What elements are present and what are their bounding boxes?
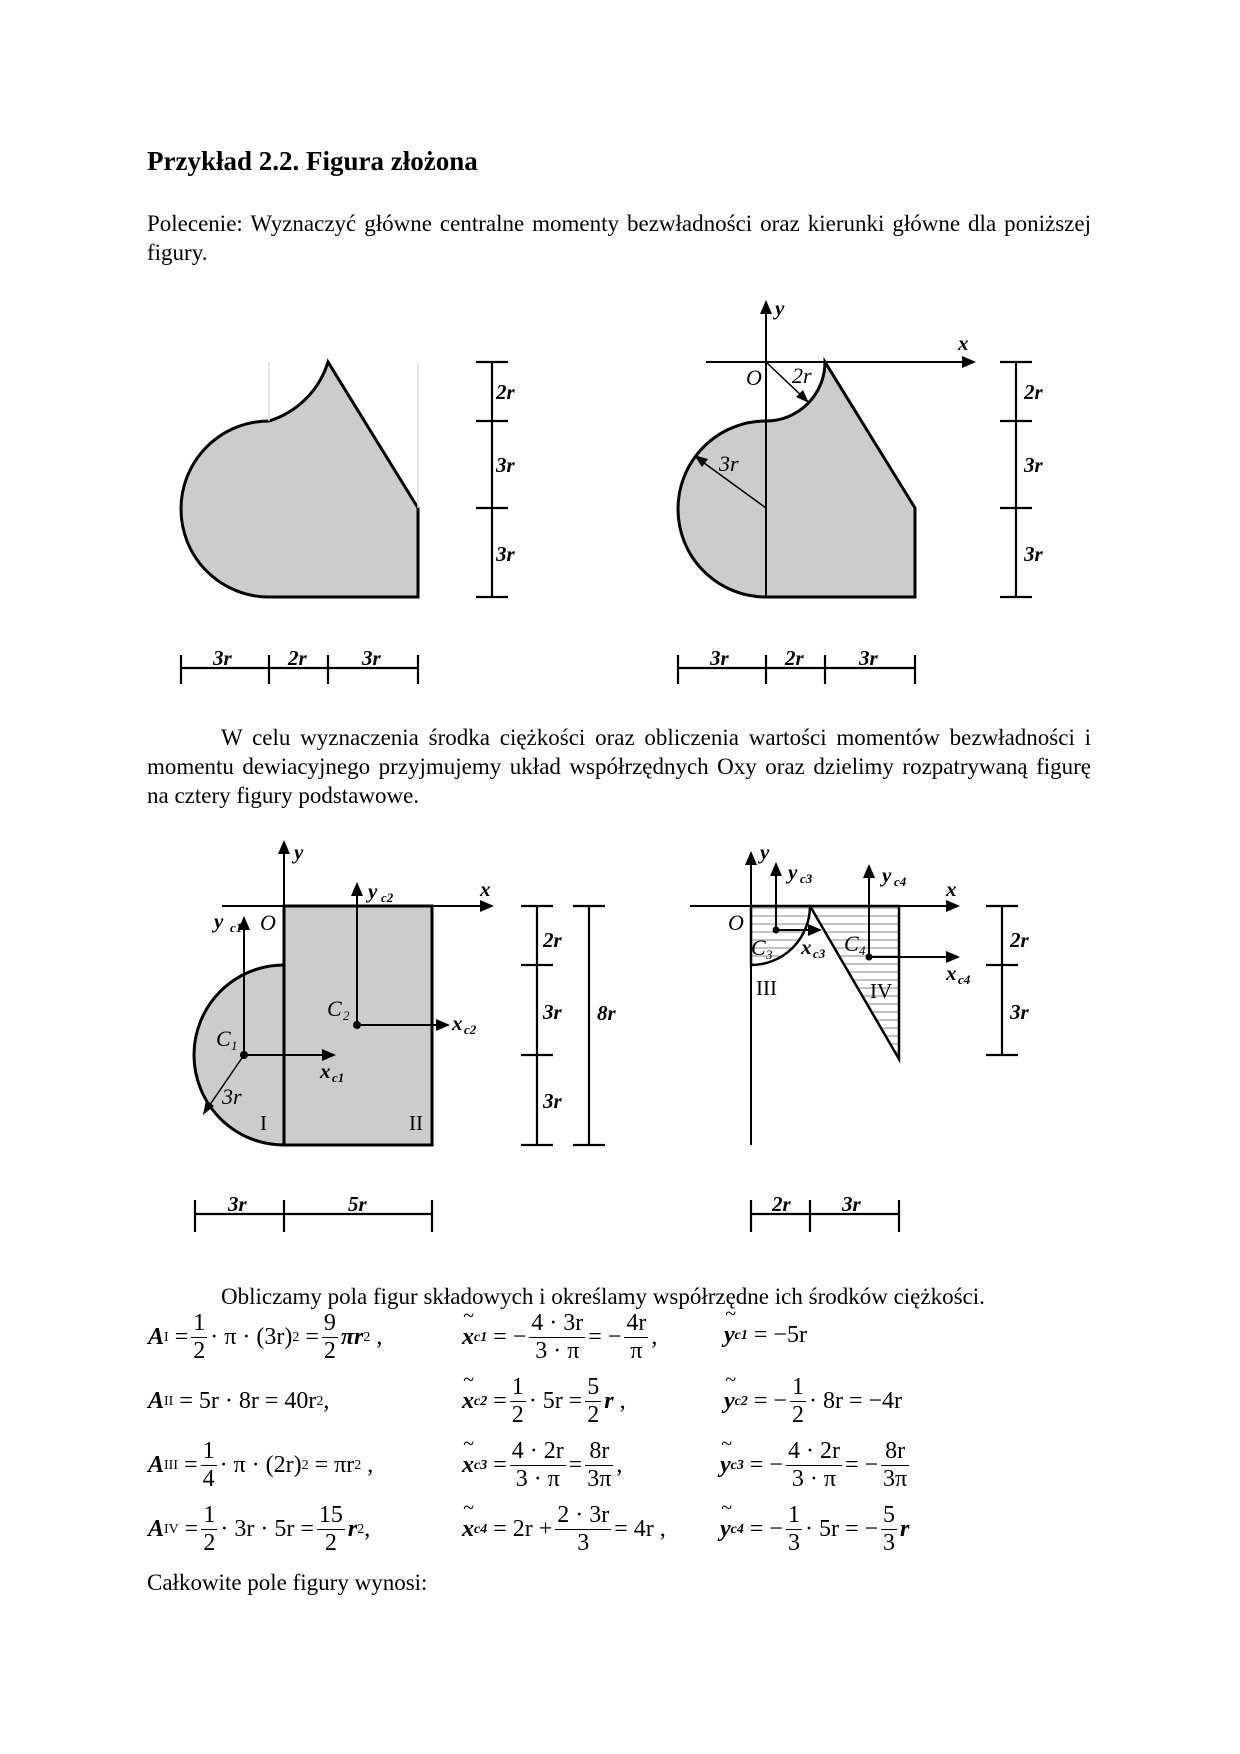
vertical-dimension-left xyxy=(476,362,516,597)
closing-line: Całkowite pole figury wynosi: xyxy=(147,1570,428,1595)
formula-area-II: A II = 5r · 8r = 40r 2 , xyxy=(148,1388,330,1414)
figure-parts-III-IV xyxy=(690,840,971,1145)
svg-text:2r: 2r xyxy=(543,928,562,952)
svg-text:2r: 2r xyxy=(288,646,307,670)
svg-text:3r: 3r xyxy=(1024,453,1043,477)
svg-text:3r: 3r xyxy=(213,646,232,670)
svg-text:3r: 3r xyxy=(719,451,739,476)
figure-parts-I-II xyxy=(194,840,494,1145)
vertical-dimension-right xyxy=(1000,362,1044,597)
svg-text:1: 1 xyxy=(231,1038,238,1053)
svg-text:O: O xyxy=(746,365,762,390)
svg-text:y: y xyxy=(760,840,770,864)
svg-text:y: y xyxy=(775,296,785,320)
svg-text:3r: 3r xyxy=(543,1089,562,1113)
svg-text:3r: 3r xyxy=(710,646,729,670)
section-heading: Przykład 2.2. Figura złożona xyxy=(147,146,478,176)
svg-text:3r: 3r xyxy=(842,1192,861,1216)
svg-text:y: y xyxy=(788,860,798,884)
svg-text:8r: 8r xyxy=(597,1001,616,1025)
task-paragraph: Polecenie: Wyznaczyć główne centralne momenty bezwładności oraz kierunki główne dla poniższej figury. xyxy=(147,211,1091,265)
svg-text:x: x xyxy=(801,935,812,959)
svg-text:c2: c2 xyxy=(381,890,394,905)
svg-text:c1: c1 xyxy=(332,1070,345,1085)
svg-text:O: O xyxy=(728,910,744,935)
formula-x-c3: ~ x c3 = $\frac{4 \cdot 2r}{3 \cdot \pi}$ = $\frac{8r}{3\pi}$ , xyxy=(462,1438,622,1493)
svg-text:C: C xyxy=(844,931,859,956)
formula-area-III: A III = $\frac{1}{4}$ · π · (2r) 2 = πr 2 , xyxy=(148,1438,374,1492)
svg-text:y: y xyxy=(294,840,304,864)
svg-text:c4: c4 xyxy=(894,874,907,889)
formula-y-c4: ~ y c4 = − $\frac{1}{3}$ · 5r = − $\frac{5}{3}$ r xyxy=(720,1502,909,1557)
dim-label: 3r xyxy=(496,453,515,477)
svg-text:x: x xyxy=(946,961,957,985)
svg-text:y: y xyxy=(368,879,378,903)
formula-x-c1: ~ x c1 = − $\frac{4 \cdot 3r}{3 \cdot \pi}$ = − $\frac{4r}{\pi}$ , xyxy=(462,1310,657,1365)
formula-y-c1: ~ y c1 = −5r xyxy=(724,1322,807,1349)
svg-text:c2: c2 xyxy=(464,1022,477,1037)
computation-intro: Obliczamy pola figur składowych i określamy współrzędne ich środków ciężkości. xyxy=(221,1284,985,1309)
svg-text:C: C xyxy=(216,1026,231,1051)
dim-label: 2r xyxy=(496,380,515,404)
svg-text:4: 4 xyxy=(859,943,866,958)
svg-text:III: III xyxy=(756,976,777,1000)
figure-shape-with-axes xyxy=(678,296,976,597)
figure-shape-plain xyxy=(181,362,418,597)
dim-label: 3r xyxy=(496,542,515,566)
svg-text:3r: 3r xyxy=(543,1000,562,1024)
svg-text:x: x xyxy=(480,877,491,901)
horizontal-dimension-left xyxy=(181,646,418,684)
formula-y-c2: ~ y c2 = − $\frac{1}{2}$ · 8r = −4r xyxy=(724,1374,902,1429)
svg-text:3r: 3r xyxy=(1010,1000,1029,1024)
svg-text:C: C xyxy=(327,996,342,1021)
svg-text:c1: c1 xyxy=(230,920,243,935)
svg-text:x: x xyxy=(958,331,969,355)
svg-text:3r: 3r xyxy=(1024,542,1043,566)
svg-text:2r: 2r xyxy=(772,1192,791,1216)
svg-text:2: 2 xyxy=(343,1008,350,1023)
svg-text:2r: 2r xyxy=(785,646,804,670)
method-paragraph: W celu wyznaczenia środka ciężkości oraz obliczenia wartości momentów bezwładności i momentu dewiacyjnego przyjmujemy układ współrzędnych Oxy oraz dzielimy rozpatrywaną figurę na cztery figury podstawowe. xyxy=(147,725,1091,808)
svg-text:O: O xyxy=(260,910,276,935)
svg-text:2r: 2r xyxy=(792,363,812,388)
svg-text:3r: 3r xyxy=(362,646,381,670)
svg-text:3r: 3r xyxy=(859,646,878,670)
svg-text:C: C xyxy=(751,935,766,960)
svg-text:I: I xyxy=(260,1111,267,1135)
svg-text:II: II xyxy=(409,1111,423,1135)
horizontal-dimension-right xyxy=(678,646,915,684)
svg-text:IV: IV xyxy=(870,979,893,1003)
svg-text:3: 3 xyxy=(766,947,773,962)
svg-text:c4: c4 xyxy=(958,972,971,987)
svg-text:x: x xyxy=(320,1059,331,1083)
svg-text:y: y xyxy=(882,863,892,887)
formula-x-c2: ~ x c2 = $\frac{1}{2}$ · 5r = $\frac{5}{2}$ r , xyxy=(462,1374,626,1429)
svg-text:y: y xyxy=(214,909,224,933)
svg-text:c3: c3 xyxy=(813,946,826,961)
formula-y-c3: ~ y c3 = − $\frac{4 \cdot 2r}{3 \cdot \pi}$ = − $\frac{8r}{3\pi}$ xyxy=(720,1438,912,1493)
formula-x-c4: ~ x c4 = 2r + $\frac{2 \cdot 3r}{3}$ = 4r , xyxy=(462,1502,666,1557)
svg-text:2r: 2r xyxy=(1010,928,1029,952)
formula-area-I: A I = $\frac{1}{2}$ · π · (3r) 2 = $\frac{9}{2}$ πr 2 , xyxy=(148,1310,383,1364)
svg-text:3r: 3r xyxy=(228,1192,247,1216)
svg-text:2r: 2r xyxy=(1024,380,1043,404)
svg-text:3r: 3r xyxy=(222,1084,242,1109)
formula-area-IV: A IV = $\frac{1}{2}$ · 3r · 5r = $\frac{15}{2}$ r 2 , xyxy=(148,1502,371,1556)
svg-text:x: x xyxy=(946,877,957,901)
svg-text:5r: 5r xyxy=(348,1192,367,1216)
svg-text:x: x xyxy=(452,1011,463,1035)
svg-text:c3: c3 xyxy=(800,871,813,886)
